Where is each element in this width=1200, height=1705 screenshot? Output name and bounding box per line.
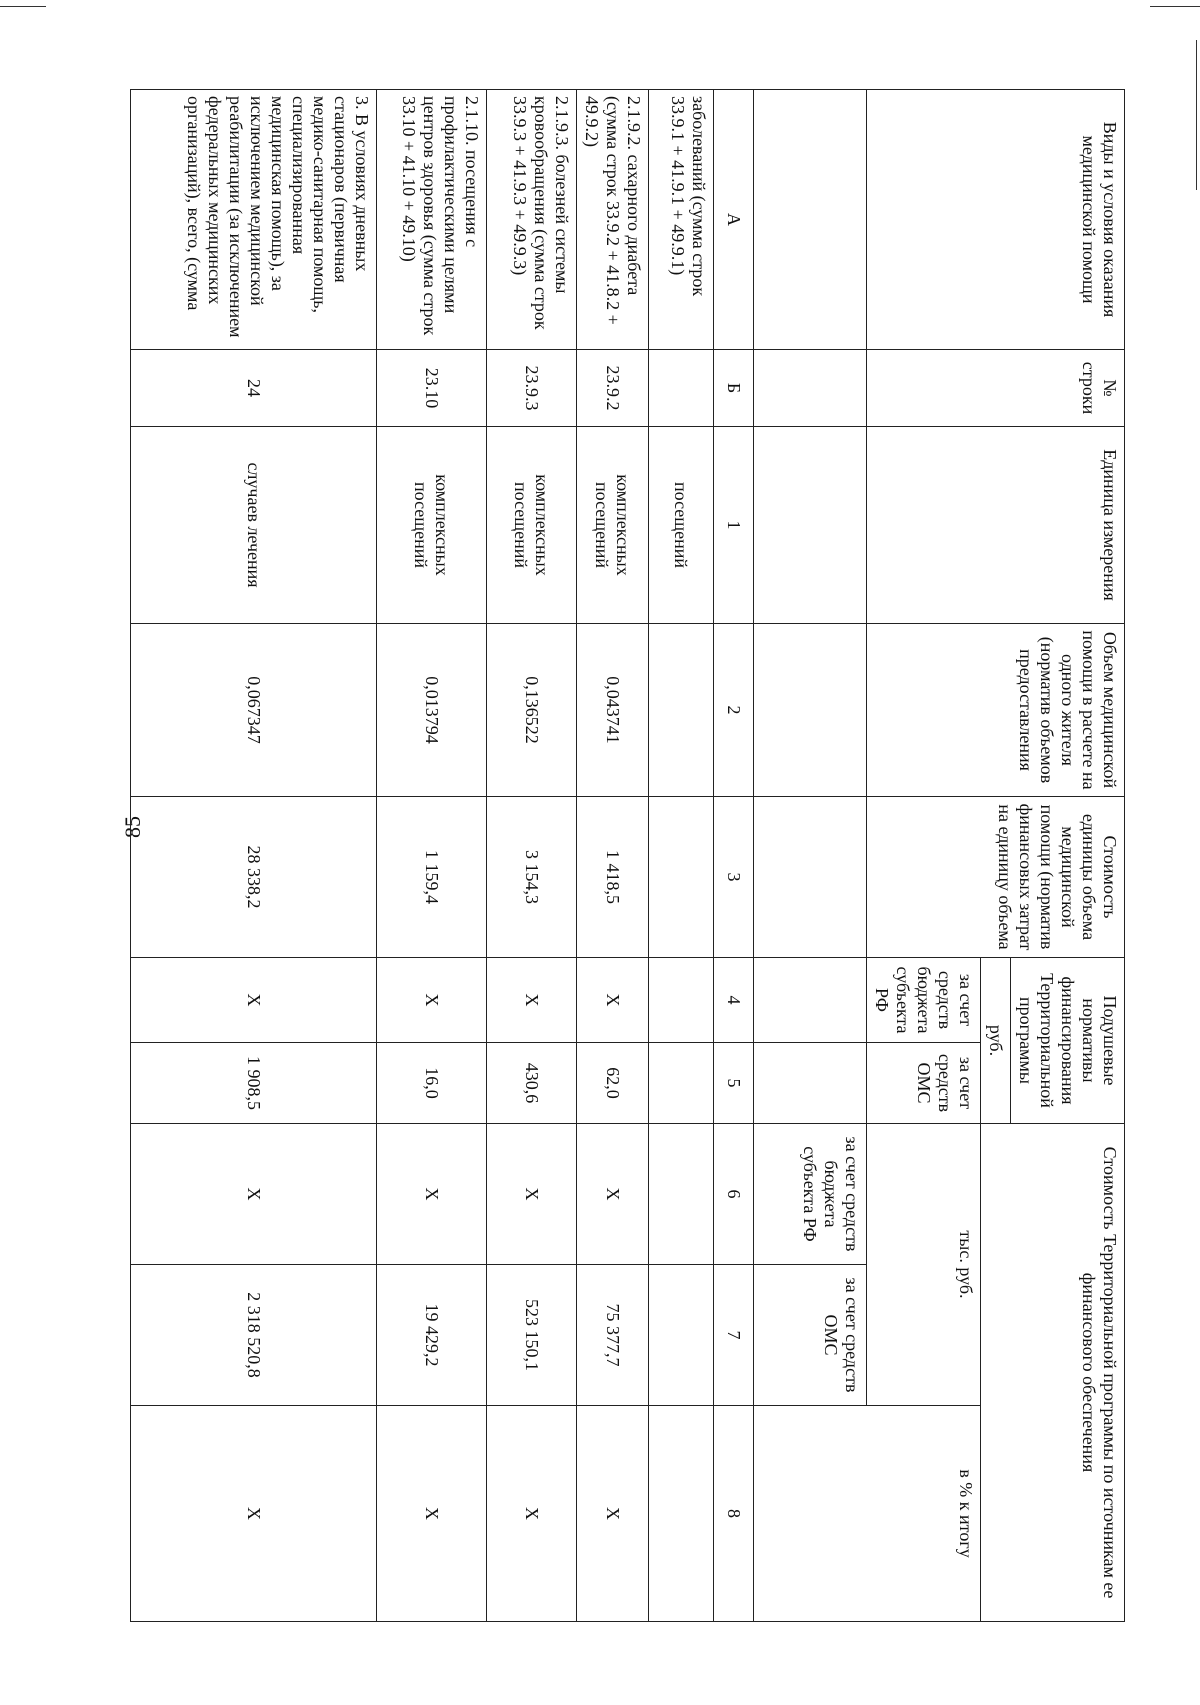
row-5-name: 3. В условиях дневных стационаров (первичная медико-санитарная помощь, специализированная медицинская помощь), за исключением медицинской реабилитации (за исключением федеральных медицинских организаций), всего, (сумма (131, 90, 377, 350)
header-blank-2 (754, 624, 867, 797)
row-3-c7: 523 150,1 (487, 1265, 577, 1406)
scan-edge-top-left (0, 6, 46, 7)
row-3-c6: Х (487, 1124, 577, 1265)
row-4-c4: Х (377, 958, 487, 1043)
header-col-7-oms: за счет средств ОМС (754, 1265, 867, 1406)
header-blank-4 (754, 958, 867, 1043)
row-1-c4 (649, 958, 714, 1043)
row-5-c2: 0,067347 (131, 624, 377, 797)
row-2-unit: комплексных посещений (577, 427, 649, 624)
row-5-c7: 2 318 520,8 (131, 1265, 377, 1406)
numbering-3: 3 (714, 797, 754, 958)
header-col-4-budget: за счет средств бюджета субъекта РФ (867, 958, 981, 1043)
header-col-45: Подушевые нормативы финансирования Территориальной программы (1011, 958, 1125, 1124)
row-3-c4: Х (487, 958, 577, 1043)
row-2-c6: Х (577, 1124, 649, 1265)
row-4-unit: комплексных посещений (377, 427, 487, 624)
page-number: 85 (120, 816, 145, 838)
row-4-c5: 16,0 (377, 1043, 487, 1124)
scan-edge-top-right (1150, 6, 1200, 7)
row-2-c8: Х (577, 1406, 649, 1622)
row-1-name: заболеваний (сумма строк 33.9.1 + 41.9.1 + 49.9.1) (649, 90, 714, 350)
row-5-c5: 1 908,5 (131, 1043, 377, 1124)
row-1-c7 (649, 1265, 714, 1406)
row-4-c6: Х (377, 1124, 487, 1265)
header-col-678: Стоимость Территориальной программы по источникам ее финансового обеспечения (981, 1124, 1125, 1622)
row-3-c3: 3 154,3 (487, 797, 577, 958)
row-3-name: 2.1.9.3. болезней системы кровообращения (сумма строк 33.9.3 + 41.9.3 + 49.9.3) (487, 90, 577, 350)
header-blank-1 (754, 427, 867, 624)
row-1-c5 (649, 1043, 714, 1124)
header-rub: руб. (981, 958, 1011, 1124)
header-col-b: № строки (867, 350, 1125, 427)
header-col-8-pct: в % к итогу (754, 1406, 981, 1622)
row-1-unit: посещений (649, 427, 714, 624)
numbering-8: 8 (714, 1406, 754, 1622)
row-3-c2: 0,136522 (487, 624, 577, 797)
row-4-c7: 19 429,2 (377, 1265, 487, 1406)
header-col-2: Объем медицинской помощи в расчете на одного жителя (норматив объемов предоставления (867, 624, 1125, 797)
row-4-c2: 0,013794 (377, 624, 487, 797)
numbering-4: 4 (714, 958, 754, 1043)
row-3-unit: комплексных посещений (487, 427, 577, 624)
header-tys-rub: тыс. руб. (867, 1124, 981, 1406)
row-3-c5: 430,6 (487, 1043, 577, 1124)
rotated-table-sheet (175, 89, 1125, 1621)
row-4-name: 2.1.10. посещения с профилактическими целями центров здоровья (сумма строк 33.10 + 41.10 + 49.10) (377, 90, 487, 350)
row-2-c2: 0,043741 (577, 624, 649, 797)
header-col-1: Единица измерения (867, 427, 1125, 624)
row-5-c8: Х (131, 1406, 377, 1622)
header-col-5-oms: за счет средств ОМС (867, 1043, 981, 1124)
row-2-num: 23.9.2 (577, 350, 649, 427)
numbering-7: 7 (714, 1265, 754, 1406)
row-1-c2 (649, 624, 714, 797)
numbering-b: Б (714, 350, 754, 427)
row-4-num: 23.10 (377, 350, 487, 427)
row-5-unit: случаев лечения (131, 427, 377, 624)
row-5-c3: 28 338,2 (131, 797, 377, 958)
row-1-c8 (649, 1406, 714, 1622)
numbering-5: 5 (714, 1043, 754, 1124)
row-1-c3 (649, 797, 714, 958)
financing-table (130, 89, 1125, 1622)
numbering-1: 1 (714, 427, 754, 624)
scan-edge-right (1196, 40, 1197, 190)
numbering-2: 2 (714, 624, 754, 797)
row-2-name: 2.1.9.2. сахарного диабета (сумма строк 33.9.2 + 41.8.2 + 49.9.2) (577, 90, 649, 350)
row-5-c6: Х (131, 1124, 377, 1265)
row-5-c4: Х (131, 958, 377, 1043)
row-4-c8: Х (377, 1406, 487, 1622)
header-col-6-budget: за счет средств бюджета субъекта РФ (754, 1124, 867, 1265)
header-blank-a (754, 90, 867, 350)
header-col-3: Стоимость единицы объема медицинской помощи (норматив финансовых затрат на единицу объема (867, 797, 1125, 958)
header-blank-5 (754, 1043, 867, 1124)
row-2-c4: Х (577, 958, 649, 1043)
row-2-c3: 1 418,5 (577, 797, 649, 958)
row-1-c6 (649, 1124, 714, 1265)
row-2-c5: 62,0 (577, 1043, 649, 1124)
header-blank-b (754, 350, 867, 427)
row-4-c3: 1 159,4 (377, 797, 487, 958)
row-2-c7: 75 377,7 (577, 1265, 649, 1406)
header-col-a: Виды и условия оказания медицинской помощи (867, 90, 1125, 350)
row-3-num: 23.9.3 (487, 350, 577, 427)
numbering-6: 6 (714, 1124, 754, 1265)
row-5-num: 24 (131, 350, 377, 427)
row-1-num (649, 350, 714, 427)
numbering-a: А (714, 90, 754, 350)
row-3-c8: Х (487, 1406, 577, 1622)
header-blank-3 (754, 797, 867, 958)
